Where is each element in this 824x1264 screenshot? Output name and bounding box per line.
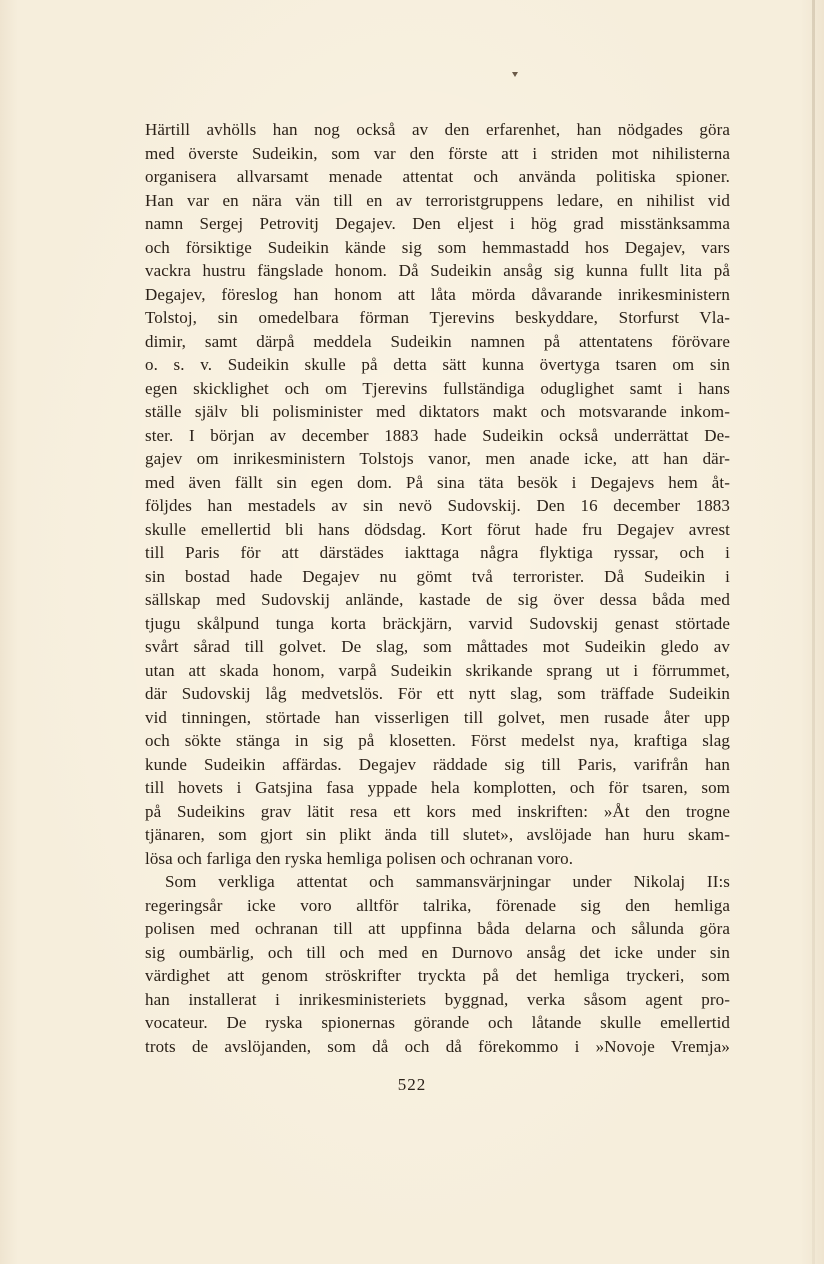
text-line: och försiktige Sudeikin kände sig som hemmastadd hos Degajev, vars (145, 237, 730, 257)
text-line: med överste Sudeikin, som var den förste att i striden mot nihilisterna (145, 143, 730, 163)
text-line: regeringsår icke voro alltför talrika, förenade sig den hemliga (145, 895, 730, 915)
text-line: ster. I början av december 1883 hade Sudeikin också underrättat De- (145, 425, 730, 445)
text-line: gajev om inrikesministern Tolstojs vanor, men anade icke, att han där- (145, 449, 730, 468)
text-line: svårt sårad till golvet. De slag, som måttades mot Sudeikin gledo av (145, 637, 730, 656)
text-line: Degajev, föreslog han honom att låta mörda dåvarande inrikesministern (145, 284, 730, 304)
text-line: där Sudovskij låg medvetslös. För ett nytt slag, som träffade Sudeikin (145, 684, 730, 703)
text-line: namn Sergej Petrovitj Degajev. Den eljest i hög grad misstänksamma (145, 214, 730, 233)
print-mark (512, 72, 518, 77)
text-line: Härtill avhölls han nog också av den erfarenhet, han nödgades göra (145, 120, 730, 139)
text-line: dimir, samt därpå meddela Sudeikin namnen på attentatens förövare (145, 331, 730, 351)
text-line: ställe själv bli polisminister med diktators makt och motsvarande inkom- (145, 402, 730, 421)
text-line: följdes han mestadels av sin nevö Sudovskij. Den 16 december 1883 (145, 496, 730, 515)
text-line: sig oumbärlig, och till och med en Durnovo ansåg det icke under sin (145, 942, 730, 962)
text-line: vocateur. De ryska spionernas görande och låtande skulle emellertid (145, 1013, 730, 1032)
text-line: tjugu skålpund tunga korta bräckjärn, varvid Sudovskij genast störtade (145, 613, 730, 633)
text-line: Som verkliga attentat och sammansvärjningar under Nikolaj II:s (165, 872, 730, 891)
text-line: tjänaren, som gjort sin plikt ända till slutet», avslöjade han huru skam- (145, 825, 730, 844)
text-line: vid tinningen, störtade han visserligen till golvet, men rusade åter upp (145, 707, 730, 727)
text-line: Tolstoj, sin omedelbara förman Tjerevins beskyddare, Storfurst Vla- (145, 308, 730, 327)
text-line: trots de avslöjanden, som då och då förekommo i »Novoje Vremja» (145, 1036, 730, 1056)
text-line: kunde Sudeikin affärdas. Degajev räddade sig till Paris, varifrån han (145, 754, 730, 774)
text-line: lösa och farliga den ryska hemliga polisen och ochranan voro. (145, 848, 574, 868)
text-line: vackra hustru fängslade honom. Då Sudeikin ansåg sig kunna fullt lita på (145, 261, 730, 280)
text-line: utan att skada honom, varpå Sudeikin skrikande sprang ut i förrummet, (145, 660, 730, 680)
text-line: värdighet att genom ströskrifter tryckta på det hemliga tryckeri, som (145, 966, 730, 985)
text-line: på Sudeikins grav lätit resa ett kors med inskriften: »Åt den trogne (145, 801, 730, 821)
text-line: polisen med ochranan till att uppfinna båda delarna och sålunda göra (145, 919, 730, 938)
page-number: 522 (397, 1075, 427, 1094)
text-line: till hovets i Gatsjina fasa yppade hela komplotten, och för tsaren, som (145, 778, 730, 797)
text-line: med även fällt sin egen dom. På sina täta besök i Degajevs hem åt- (145, 472, 730, 492)
text-line: han installerat i inrikesministeriets byggnad, verka såsom agent pro- (145, 989, 730, 1009)
text-line: och sökte stänga in sig på klosetten. Först medelst nya, kraftiga slag (145, 731, 730, 750)
text-line: sällskap med Sudovskij anlände, kastade de sig över dessa båda med (145, 590, 730, 609)
text-line: o. s. v. Sudeikin skulle på detta sätt kunna övertyga tsaren om sin (145, 355, 730, 374)
text-line: till Paris för att därstädes iakttaga några flyktiga ryssar, och i (145, 543, 730, 562)
text-line: skulle emellertid bli hans dödsdag. Kort förut hade fru Degajev avrest (145, 519, 730, 539)
text-line: Han var en nära vän till en av terroristgruppens ledare, en nihilist vid (145, 190, 730, 210)
body-text (145, 118, 730, 1058)
text-line: sin bostad hade Degajev nu gömt två terrorister. Då Sudeikin i (145, 566, 730, 586)
text-line: organisera allvarsamt menade attentat och använda politiska spioner. (145, 167, 730, 186)
text-line: egen skicklighet och om Tjerevins fullständiga oduglighet samt i hans (145, 378, 730, 398)
